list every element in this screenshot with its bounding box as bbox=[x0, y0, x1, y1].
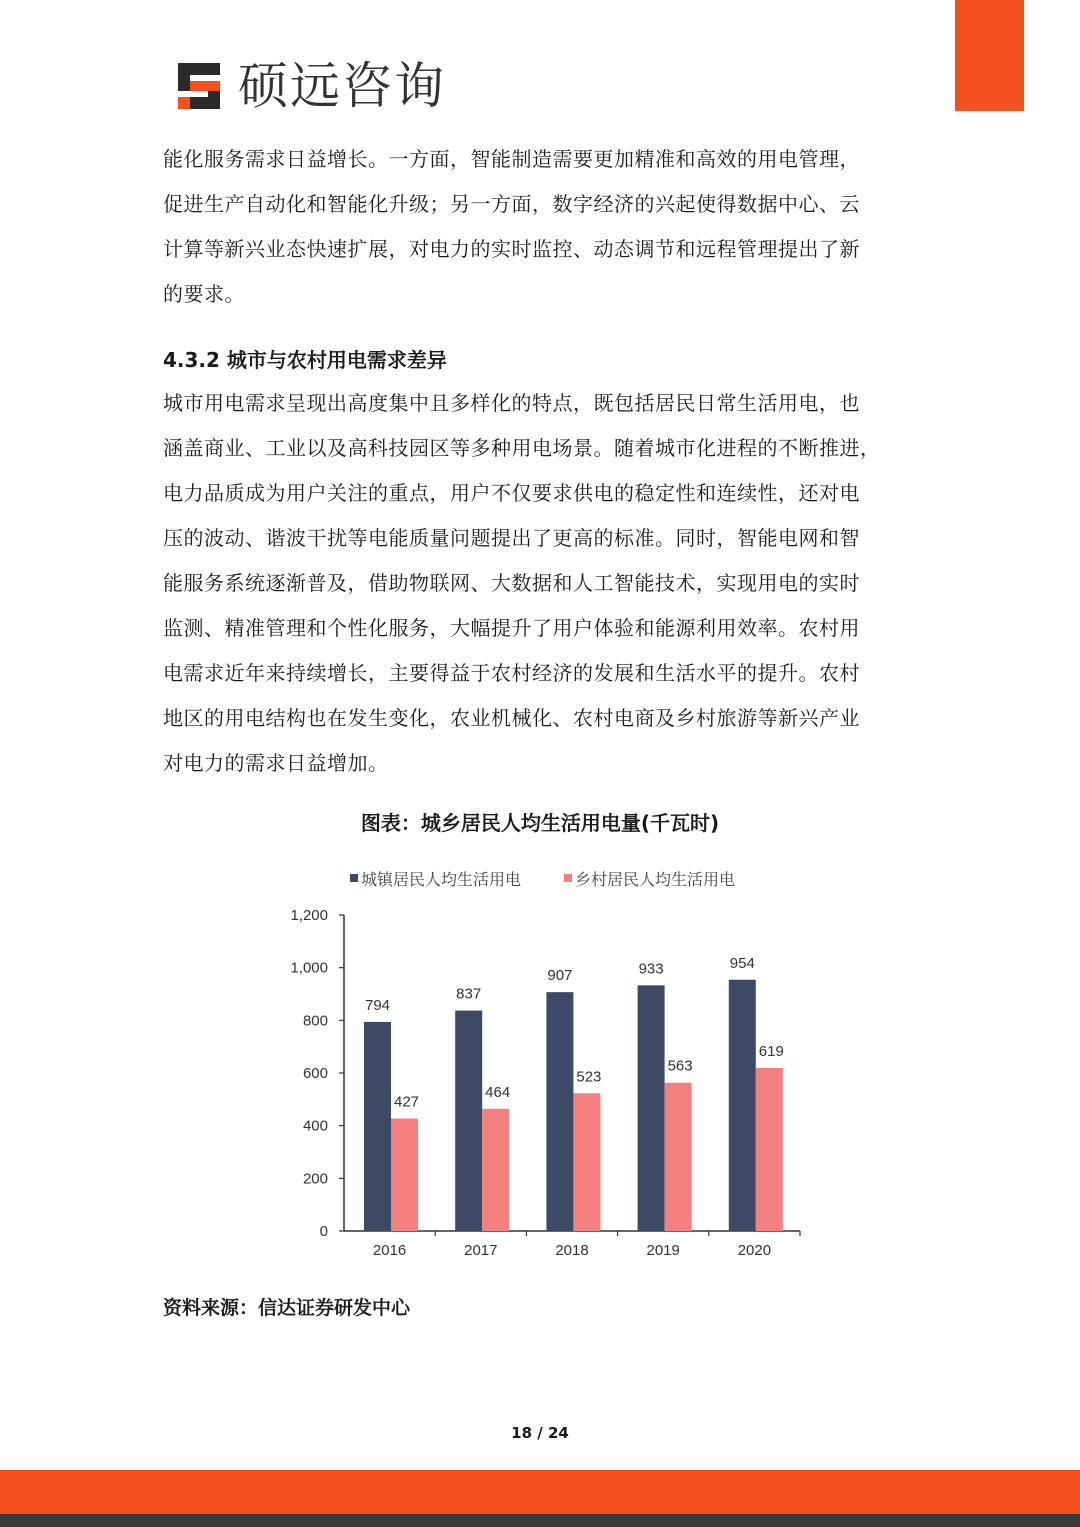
y-tick-label: 400 bbox=[302, 1117, 328, 1135]
data-label: 619 bbox=[758, 1042, 784, 1060]
data-label: 427 bbox=[393, 1093, 420, 1111]
legend-label: 乡村居民人均生活用电 bbox=[575, 872, 736, 889]
x-tick-label: 2017 bbox=[464, 1242, 498, 1259]
footer-dark-strip bbox=[0, 1514, 1080, 1527]
bar-rural bbox=[665, 1083, 692, 1231]
paragraph-line: 能服务系统逐渐普及，借助物联网、大数据和人工智能技术，实现用电的实时 bbox=[163, 571, 860, 595]
paragraph-line: 对电力的需求日益增加。 bbox=[163, 751, 389, 775]
paragraph-line: 涵盖商业、工业以及高科技园区等多种用电场景。随着城市化进程的不断推进， bbox=[163, 436, 881, 460]
paragraph-line: 能化服务需求日益增长。一方面，智能制造需要更加精准和高效的用电管理， bbox=[163, 147, 860, 171]
legend-swatch bbox=[350, 874, 358, 882]
intro-paragraph bbox=[163, 137, 923, 317]
bar-urban bbox=[455, 1011, 482, 1231]
data-label: 794 bbox=[364, 996, 391, 1014]
page-number: 18 / 24 bbox=[511, 1424, 569, 1442]
data-label: 837 bbox=[456, 985, 482, 1003]
header-accent-block bbox=[955, 0, 1024, 111]
data-label: 907 bbox=[547, 967, 573, 985]
bar-chart bbox=[270, 860, 830, 1270]
y-tick-label: 1,000 bbox=[290, 959, 328, 977]
data-label: 933 bbox=[638, 960, 664, 978]
x-tick-label: 2019 bbox=[646, 1242, 680, 1259]
paragraph-line: 电需求近年来持续增长，主要得益于农村经济的发展和生活水平的提升。农村 bbox=[163, 661, 860, 685]
y-tick-label: 0 bbox=[319, 1223, 328, 1240]
data-label: 563 bbox=[667, 1057, 693, 1075]
chart-title: 图表：城乡居民人均生活用电量(千瓦时) bbox=[360, 811, 720, 835]
data-label: 523 bbox=[576, 1068, 602, 1086]
bar-rural bbox=[573, 1093, 600, 1231]
brand-s-icon bbox=[176, 61, 226, 111]
x-tick-label: 2018 bbox=[555, 1242, 589, 1259]
legend-label: 城镇居民人均生活用电 bbox=[361, 872, 522, 889]
paragraph-line: 城市用电需求呈现出高度集中且多样化的特点，既包括居民日常生活用电，也 bbox=[163, 391, 860, 415]
y-tick-label: 1,200 bbox=[290, 907, 328, 924]
source-note: 资料来源：信达证券研发中心 bbox=[163, 1297, 411, 1319]
bar-rural bbox=[391, 1119, 418, 1231]
paragraph-line: 压的波动、谐波干扰等电能质量问题提出了更高的标准。同时，智能电网和智 bbox=[163, 526, 860, 550]
legend-swatch bbox=[564, 874, 572, 882]
bar-urban bbox=[364, 1022, 391, 1231]
y-tick-label: 200 bbox=[302, 1170, 328, 1188]
paragraph-line: 监测、精准管理和个性化服务，大幅提升了用户体验和能源利用效率。农村用 bbox=[163, 616, 860, 640]
paragraph-line: 的要求。 bbox=[163, 282, 245, 306]
data-label: 464 bbox=[485, 1083, 511, 1101]
section-heading: 4.3.2 城市与农村用电需求差异 bbox=[163, 348, 447, 372]
footer-accent-bar bbox=[0, 1470, 1080, 1514]
brand-logo bbox=[176, 58, 446, 114]
bar-urban bbox=[546, 992, 573, 1231]
y-tick-label: 600 bbox=[302, 1065, 328, 1082]
data-label: 954 bbox=[729, 954, 755, 972]
paragraph-line: 地区的用电结构也在发生变化，农业机械化、农村电商及乡村旅游等新兴产业 bbox=[163, 706, 860, 730]
bar-rural bbox=[756, 1068, 783, 1231]
bar-urban bbox=[638, 985, 665, 1231]
y-tick-label: 800 bbox=[302, 1012, 328, 1030]
paragraph-line: 电力品质成为用户关注的重点，用户不仅要求供电的稳定性和连续性，还对电 bbox=[163, 481, 860, 505]
x-tick-label: 2020 bbox=[737, 1242, 772, 1259]
bar-urban bbox=[729, 980, 756, 1231]
section-paragraph bbox=[163, 381, 923, 786]
x-tick-label: 2016 bbox=[372, 1242, 407, 1259]
paragraph-line: 促进生产自动化和智能化升级；另一方面，数字经济的兴起使得数据中心、云 bbox=[163, 192, 860, 216]
brand-name: 硕远咨询 bbox=[238, 57, 446, 115]
bar-rural bbox=[482, 1109, 509, 1231]
paragraph-line: 计算等新兴业态快速扩展，对电力的实时监控、动态调节和远程管理提出了新 bbox=[163, 237, 860, 261]
